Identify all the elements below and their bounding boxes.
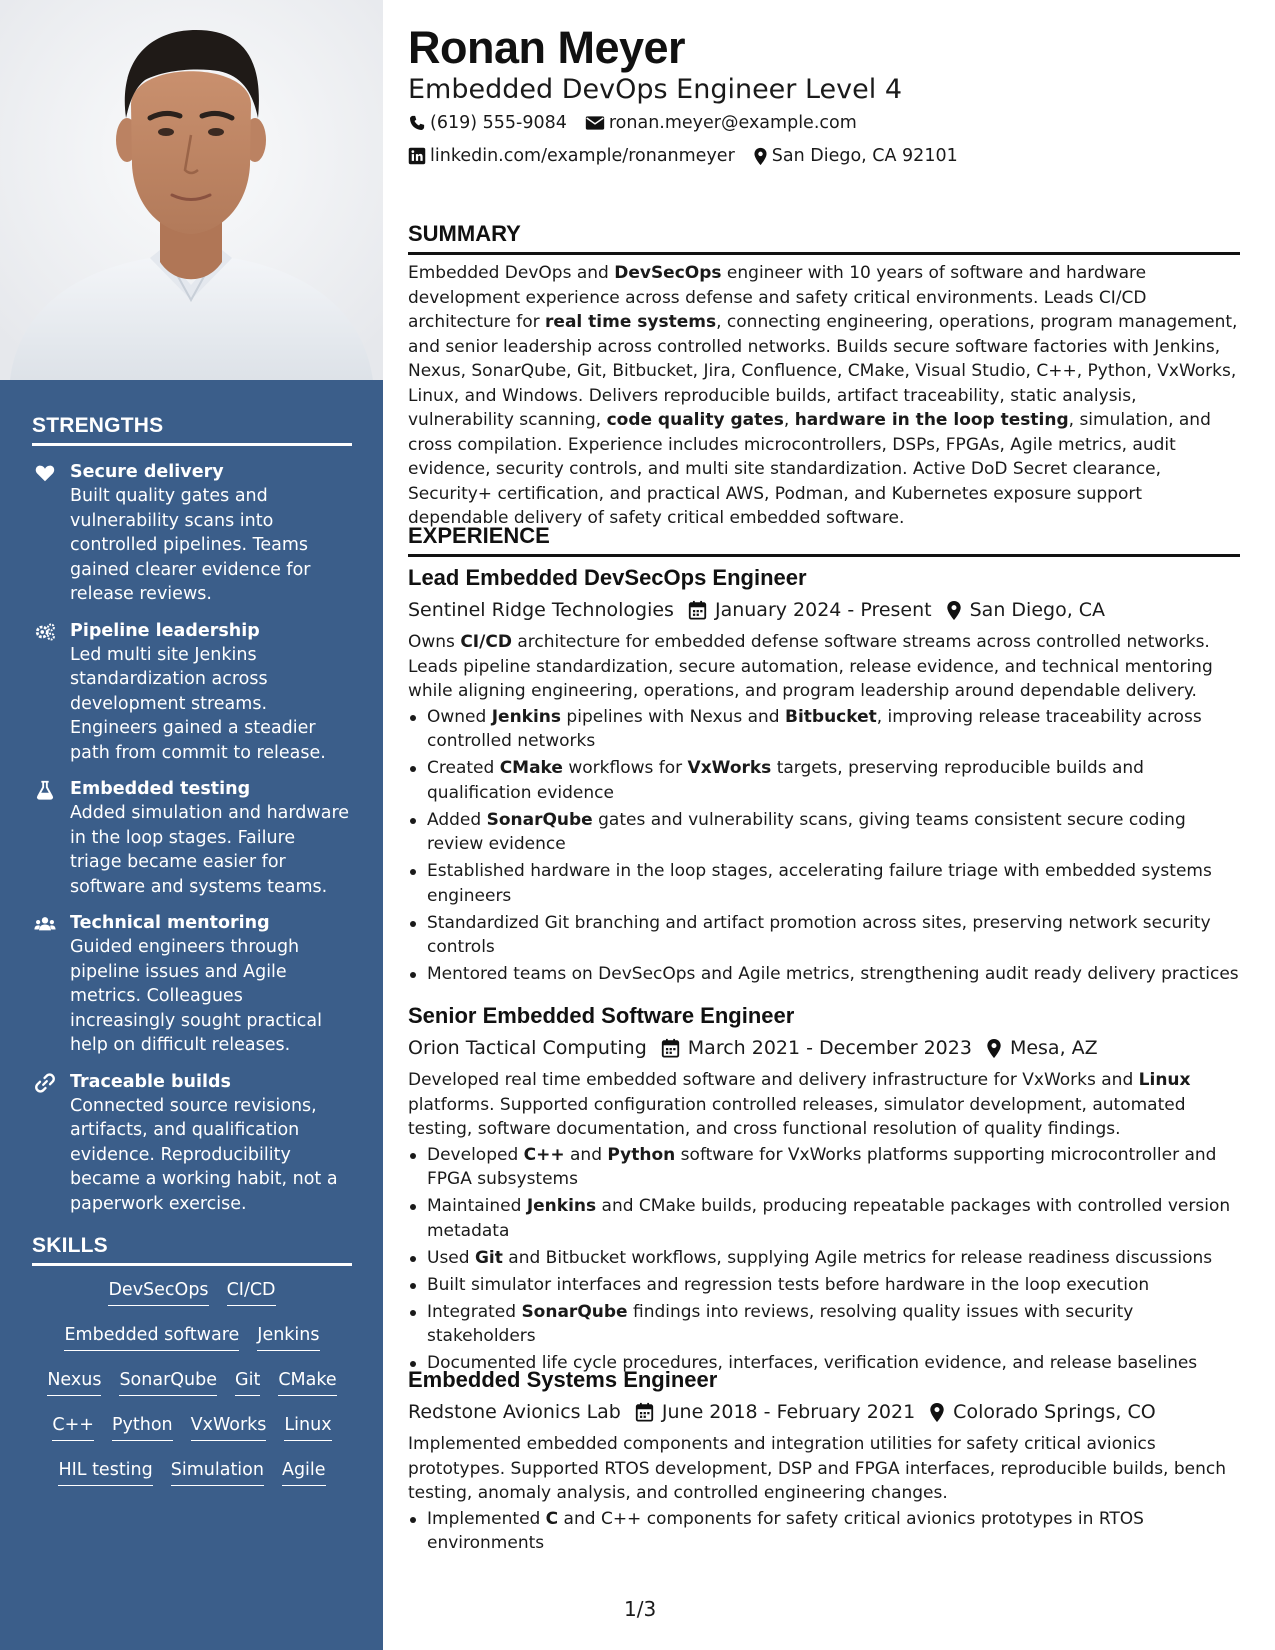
map-pin-icon bbox=[946, 600, 962, 621]
skill-tag: Python bbox=[112, 1413, 173, 1441]
heart-icon bbox=[34, 462, 56, 484]
job-location bbox=[929, 1398, 1156, 1426]
strength-title: Secure delivery bbox=[70, 462, 224, 482]
bold-text: Bitbucket bbox=[784, 706, 877, 727]
skill-row bbox=[32, 1413, 352, 1458]
contact-linkedin bbox=[408, 146, 735, 166]
bold-text: Git bbox=[474, 1247, 503, 1268]
skill-row bbox=[32, 1368, 352, 1413]
text-span: Integrated bbox=[427, 1301, 522, 1322]
contact-line bbox=[408, 146, 976, 166]
job-entry bbox=[408, 563, 1240, 989]
bullet-item bbox=[408, 1194, 1240, 1243]
bullet-item bbox=[408, 1507, 1240, 1556]
bold-text: C++ bbox=[523, 1144, 565, 1165]
job-title: Senior Embedded Software Engineer bbox=[408, 1003, 795, 1028]
strength-title: Embedded testing bbox=[70, 779, 251, 799]
dates-text: March 2021 - December 2023 bbox=[687, 1037, 972, 1059]
bold-text: Jenkins bbox=[491, 706, 562, 727]
page-number: 1/3 bbox=[624, 1597, 657, 1621]
text-span: Implemented bbox=[427, 1508, 546, 1529]
summary-text bbox=[408, 261, 1240, 531]
skill-tag: Agile bbox=[282, 1458, 326, 1486]
skill-tag: SonarQube bbox=[119, 1368, 217, 1396]
location-text: Mesa, AZ bbox=[1009, 1037, 1098, 1059]
text-span: Embedded DevOps and bbox=[408, 263, 615, 283]
text-span: , improving release traceability across controlled networks bbox=[427, 706, 1202, 751]
text-span: and Bitbucket workflows, supplying Agile metrics for release readiness discussions bbox=[502, 1247, 1213, 1268]
text-span: Documented life cycle procedures, interfaces, verification evidence, and release baselines bbox=[427, 1353, 1198, 1373]
strength-title: Pipeline leadership bbox=[70, 620, 260, 641]
job-entry bbox=[408, 1365, 1240, 1558]
text-span: , bbox=[783, 410, 795, 430]
text-span: Added bbox=[427, 809, 487, 830]
bold-text: C bbox=[545, 1508, 559, 1529]
map-pin-icon bbox=[753, 147, 768, 166]
strength-description: Guided engineers through pipeline issues and Agile metrics. Colleagues increasingly sought practical help on difficult releases. bbox=[70, 937, 322, 1055]
job-bullets bbox=[408, 705, 1240, 987]
candidate-name: Ronan Meyer bbox=[408, 22, 686, 73]
skill-tag: Git bbox=[235, 1368, 260, 1396]
job-description bbox=[408, 1068, 1240, 1142]
text-span: targets, preserving reproducible builds and qualification evidence bbox=[427, 758, 1144, 803]
skills-heading: SKILLS bbox=[32, 1234, 352, 1266]
skill-tag: C++ bbox=[52, 1413, 94, 1441]
strength-item bbox=[32, 619, 352, 766]
text-span: Created bbox=[427, 758, 500, 778]
strength-title: Technical mentoring bbox=[70, 913, 270, 933]
text-span: software for VxWorks platforms supporting microcontroller and FPGA subsystems bbox=[427, 1144, 1217, 1189]
email-address: ronan.meyer@example.com bbox=[608, 113, 857, 133]
bold-text: real time systems bbox=[545, 312, 717, 332]
text-span: engineer with 10 years of software and hardware development experience across defense and safety critical environments. Leads CI/CD architecture for bbox=[408, 263, 1147, 332]
skill-tag: Nexus bbox=[47, 1368, 101, 1396]
company-name: Orion Tactical Computing bbox=[408, 1037, 647, 1059]
contact-line bbox=[408, 113, 875, 133]
text-span: pipelines with Nexus and bbox=[561, 706, 785, 727]
bullet-item bbox=[408, 962, 1240, 987]
gears-icon bbox=[34, 621, 56, 643]
job-dates bbox=[661, 1034, 972, 1062]
job-dates bbox=[688, 596, 932, 624]
location-text: Colorado Springs, CO bbox=[953, 1401, 1156, 1423]
bold-text: Jenkins bbox=[526, 1196, 597, 1216]
text-span: architecture for embedded defense software streams across controlled networks. Leads pipeline standardization, secure automation, release evidence, and technical mentoring while aligning engineering, operations, and program leadership around dependable delivery. bbox=[408, 632, 1213, 701]
job-meta bbox=[408, 1398, 1240, 1426]
contact-email bbox=[585, 113, 857, 133]
text-span: Mentored teams on DevSecOps and Agile metrics, strengthening audit ready delivery practices bbox=[427, 964, 1239, 984]
text-span: Used bbox=[427, 1247, 475, 1268]
text-span: Owns bbox=[408, 632, 461, 652]
text-span: and CMake builds, producing repeatable packages with controlled version metadata bbox=[427, 1196, 1231, 1241]
job-description bbox=[408, 1432, 1240, 1506]
job-description bbox=[408, 630, 1240, 704]
strength-item bbox=[32, 460, 352, 607]
job-title: Embedded Systems Engineer bbox=[408, 1367, 718, 1392]
skill-row bbox=[32, 1323, 352, 1368]
skill-tag: Linux bbox=[284, 1413, 331, 1441]
location-text: San Diego, CA 92101 bbox=[771, 146, 958, 166]
bold-text: VxWorks bbox=[687, 758, 772, 778]
link-icon bbox=[34, 1072, 56, 1094]
text-span: and C++ components for safety critical avionics prototypes in RTOS environments bbox=[427, 1508, 1144, 1553]
text-span: workflows for bbox=[562, 758, 688, 778]
calendar-icon bbox=[688, 600, 707, 620]
skills-section bbox=[32, 1234, 352, 1503]
bullet-item bbox=[408, 1246, 1240, 1271]
dates-text: June 2018 - February 2021 bbox=[661, 1401, 916, 1423]
bold-text: Python bbox=[607, 1144, 676, 1165]
map-pin-icon bbox=[929, 1402, 945, 1423]
strength-item bbox=[32, 911, 352, 1058]
users-icon bbox=[34, 913, 56, 935]
job-bullets bbox=[408, 1143, 1240, 1376]
skills-list bbox=[32, 1278, 352, 1503]
bullet-item bbox=[408, 859, 1240, 908]
text-span: and bbox=[564, 1144, 608, 1165]
text-span: Built simulator interfaces and regression tests before hardware in the loop execution bbox=[427, 1274, 1150, 1295]
bullet-item bbox=[408, 911, 1240, 960]
bold-text: hardware in the loop testing bbox=[794, 410, 1069, 430]
text-span: Developed bbox=[427, 1144, 524, 1165]
job-bullets bbox=[408, 1507, 1240, 1556]
calendar-icon bbox=[661, 1038, 680, 1058]
skill-tag: Jenkins bbox=[257, 1323, 319, 1351]
skill-tag: CMake bbox=[278, 1368, 336, 1396]
text-span: Maintained bbox=[427, 1196, 527, 1216]
text-span: gates and vulnerability scans, giving teams consistent secure coding review evidence bbox=[427, 809, 1186, 854]
bold-text: DevSecOps bbox=[614, 263, 722, 283]
skill-row bbox=[32, 1458, 352, 1503]
contact-phone bbox=[408, 113, 567, 133]
skill-tag: Simulation bbox=[171, 1458, 264, 1486]
dates-text: January 2024 - Present bbox=[714, 599, 932, 621]
strengths-section bbox=[32, 414, 352, 1216]
strength-item bbox=[32, 777, 352, 899]
strengths-heading: STRENGTHS bbox=[32, 414, 352, 446]
phone-icon bbox=[408, 114, 426, 132]
linkedin-icon bbox=[408, 147, 426, 165]
sidebar bbox=[0, 0, 383, 1650]
skill-tag: CI/CD bbox=[227, 1278, 276, 1306]
bullet-item bbox=[408, 756, 1240, 805]
phone-number: (619) 555-9084 bbox=[430, 113, 567, 133]
bullet-item bbox=[408, 1143, 1240, 1192]
bullet-item bbox=[408, 808, 1240, 857]
text-span: , connecting engineering, operations, program management, and senior leadership across controlled networks. Builds secure software factories with Jenkins, Nexus, SonarQube, Git, Bitbucket, Jira, Confluence, CMake, Visual Studio, C++, Python, VxWorks, Linux, and Windows. Delivers reproducible builds, artifact traceability, static analysis, vulnerability scanning, bbox=[408, 312, 1238, 430]
text-span: , simulation, and cross compilation. Experience includes microcontrollers, DSPs, FPGAs, Agile metrics, audit evidence, security controls, and multi site standardization. Active DoD Secret clearance, Security+ certification, and practical AWS, Podman, and Kubernetes exposure support dependable delivery of safety critical embedded software. bbox=[408, 410, 1211, 528]
map-pin-icon bbox=[986, 1038, 1002, 1059]
strength-description: Added simulation and hardware in the loop stages. Failure triage became easier for software and systems teams. bbox=[70, 803, 350, 897]
job-title: Lead Embedded DevSecOps Engineer bbox=[408, 565, 807, 590]
text-span: platforms. Supported configuration controlled releases, simulator development, automated testing, software documentation, and cross functional resolution of quality findings. bbox=[408, 1094, 1186, 1139]
bullet-item bbox=[408, 1300, 1240, 1349]
experience-heading: EXPERIENCE bbox=[408, 523, 1240, 557]
profile-photo bbox=[0, 0, 383, 380]
skill-tag: VxWorks bbox=[191, 1413, 267, 1441]
job-entry bbox=[408, 1001, 1240, 1378]
bold-text: CI/CD bbox=[460, 632, 512, 652]
location-text: San Diego, CA bbox=[969, 599, 1106, 621]
strength-description: Connected source revisions, artifacts, and qualification evidence. Reproducibility became a working habit, not a paperwork exercise. bbox=[70, 1095, 338, 1214]
text-span: Implemented embedded components and integration utilities for safety critical avionics prototypes. Supported RTOS development, DSP and FPGA interfaces, reproducible builds, bench testing, anomaly analysis, and controlled engineering changes. bbox=[408, 1434, 1227, 1503]
skill-row bbox=[32, 1278, 352, 1323]
strength-description: Built quality gates and vulnerability scans into controlled pipelines. Teams gained clearer evidence for release reviews. bbox=[70, 486, 311, 604]
summary-heading: SUMMARY bbox=[408, 221, 1240, 255]
bold-text: code quality gates bbox=[606, 410, 784, 430]
text-span: Owned bbox=[427, 706, 492, 727]
text-span: Developed real time embedded software and delivery infrastructure for VxWorks and bbox=[408, 1070, 1139, 1090]
bold-text: CMake bbox=[499, 758, 563, 778]
job-meta bbox=[408, 1034, 1240, 1062]
calendar-icon bbox=[635, 1402, 654, 1422]
strength-title: Traceable builds bbox=[70, 1071, 231, 1092]
job-meta bbox=[408, 596, 1240, 624]
strength-description: Led multi site Jenkins standardization across development streams. Engineers gained a steadier path from commit to release. bbox=[70, 644, 326, 763]
bullet-item bbox=[408, 1273, 1240, 1298]
job-dates bbox=[635, 1398, 915, 1426]
job-location bbox=[986, 1034, 1098, 1062]
skill-tag: Embedded software bbox=[64, 1323, 239, 1351]
job-location bbox=[946, 596, 1105, 624]
bold-text: Linux bbox=[1138, 1070, 1191, 1090]
text-span: Standardized Git branching and artifact promotion across sites, preserving network security controls bbox=[427, 912, 1211, 957]
skill-tag: HIL testing bbox=[58, 1458, 152, 1486]
bold-text: SonarQube bbox=[521, 1301, 628, 1322]
contact-location bbox=[753, 146, 958, 166]
text-span: Established hardware in the loop stages, accelerating failure triage with embedded systems engineers bbox=[427, 861, 1212, 906]
envelope-icon bbox=[585, 115, 605, 131]
skill-tag: DevSecOps bbox=[108, 1278, 208, 1306]
text-span: findings into reviews, resolving quality issues with security stakeholders bbox=[427, 1301, 1134, 1346]
strength-item bbox=[32, 1070, 352, 1217]
candidate-title: Embedded DevOps Engineer Level 4 bbox=[408, 74, 903, 105]
company-name: Sentinel Ridge Technologies bbox=[408, 599, 674, 621]
bullet-item bbox=[408, 705, 1240, 754]
flask-icon bbox=[34, 779, 56, 801]
company-name: Redstone Avionics Lab bbox=[408, 1401, 621, 1423]
linkedin-url: linkedin.com/example/ronanmeyer bbox=[430, 146, 735, 166]
bold-text: SonarQube bbox=[486, 809, 593, 830]
